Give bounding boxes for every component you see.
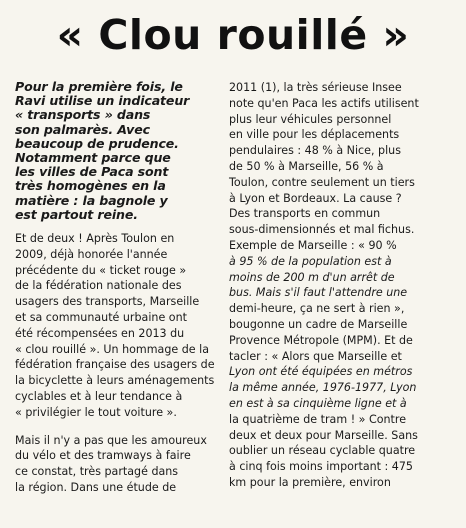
lead-line: Notamment parce que — [15, 150, 171, 166]
text-line: oublier un réseau cyclable quatre — [229, 444, 416, 458]
lead-line: « transports » dans — [15, 107, 151, 123]
text-line: Des transports en commun — [229, 207, 381, 221]
text-line: note qu'en Paca les actifs utilisent — [229, 96, 419, 110]
lead-line: très homogènes en la — [15, 178, 166, 194]
text-line: la région. Dans une étude de — [15, 480, 177, 494]
text-line: usagers des transports, Marseille — [15, 295, 200, 309]
text-line: été récompensées en 2013 du — [15, 326, 185, 340]
text-line: pendulaires : 48 % à Nice, plus — [229, 144, 401, 158]
lead-line: Pour la première fois, le — [15, 79, 183, 94]
text-line: Mais il n'y a pas que les amoureux — [15, 433, 207, 447]
text-line: à Lyon et Bordeaux. La cause ? — [229, 191, 402, 205]
headline: « Clou rouillé » — [56, 11, 410, 59]
text-line: fédération française des usagers de — [15, 358, 215, 372]
lead-line: beaucoup de prudence. — [15, 135, 179, 151]
body-paragraph-1 — [15, 231, 220, 421]
text-line: tacler : « Alors que Marseille et — [229, 349, 402, 363]
text-line: Provence Métropole (MPM). Et de — [229, 333, 413, 347]
text-line: du vélo et des tramways à faire — [15, 449, 191, 463]
quote-line: la même année, 1976-1977, Lyon — [229, 381, 417, 395]
lead-line: est partout reine. — [15, 206, 138, 222]
body-paragraph-3 — [229, 80, 457, 491]
text-line: sous-dimensionnés et mal fichus. — [229, 223, 415, 237]
text-line: Et de deux ! Après Toulon en — [15, 232, 175, 246]
quote-line: à 95 % de la population est à — [229, 254, 392, 268]
text-line: « privilégier le tout voiture ». — [15, 405, 177, 419]
text-line: cyclables et à leur tendance à — [15, 390, 183, 403]
lead-paragraph — [15, 80, 220, 222]
text-line: km pour la première, environ — [229, 475, 391, 489]
text-line: et sa communauté urbaine ont — [15, 311, 187, 325]
quote-line: moins de 200 m d'un arrêt de — [229, 270, 395, 284]
text-line: 2009, déjà honorée l'année — [15, 247, 168, 261]
right-column — [229, 80, 457, 491]
quote-line: bus. Mais s'il faut l'attendre une — [229, 286, 408, 300]
text-line: « clou rouillé ». Un hommage de la — [15, 342, 209, 356]
left-column — [15, 80, 220, 496]
text-line: à cinq fois moins important : 475 — [229, 460, 413, 474]
lead-line: Ravi utilise un indicateur — [15, 93, 190, 109]
text-line: 2011 (1), la très sérieuse Insee — [229, 81, 402, 94]
lead-line: les villes de Paca sont — [15, 164, 169, 180]
text-line: Exemple de Marseille : « 90 % — [229, 238, 397, 252]
text-line: demi-heure, ça ne sert à rien », — [229, 302, 405, 316]
text-line: précédente du « ticket rouge » — [15, 263, 187, 277]
text-line: ce constat, très partagé dans — [15, 465, 179, 479]
lead-line: matière : la bagnole y — [15, 192, 168, 208]
text-line: de la fédération nationale des — [15, 279, 182, 293]
text-line: Toulon, contre seulement un tiers — [229, 175, 415, 189]
quote-line: en est à sa cinquième ligne et à — [229, 396, 407, 410]
lead-line: son palmarès. Avec — [15, 121, 150, 137]
text-line: bougonne un cadre de Marseille — [229, 317, 408, 331]
text-line: plus leur véhicules personnel — [229, 112, 392, 126]
body-paragraph-2 — [15, 433, 220, 496]
text-line: la quatrième de tram ! » Contre — [229, 412, 407, 426]
text-line: la bicyclette à leurs aménagements — [15, 374, 215, 388]
text-line: de 50 % à Marseille, 56 % à — [229, 159, 384, 173]
quote-line: Lyon ont été équipées en métros — [229, 365, 413, 379]
text-line: deux et deux pour Marseille. Sans — [229, 428, 418, 442]
text-line: en ville pour les déplacements — [229, 128, 400, 142]
